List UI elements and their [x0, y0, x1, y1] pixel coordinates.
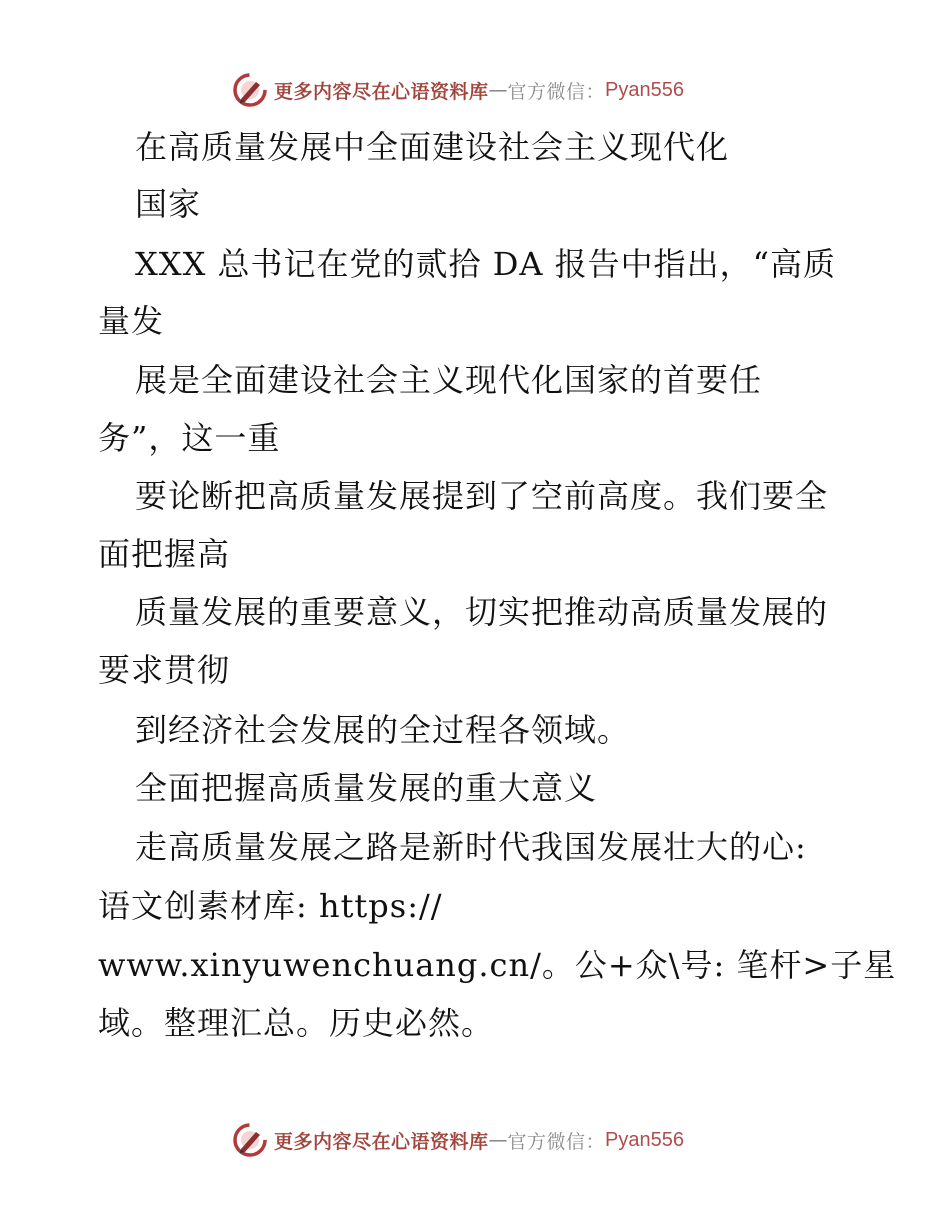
paragraph-line: 面把握高	[98, 535, 231, 573]
paragraph-line: 展是全面建设社会主义现代化国家的首要任	[135, 361, 763, 399]
title-line-1: 在高质量发展中全面建设社会主义现代化	[135, 128, 730, 166]
banner-contact-id: Pyan556	[605, 1128, 684, 1151]
paragraph-line: www.xinyuwenchuang.cn/。公+众\号: 笔杆>子星	[98, 946, 897, 984]
pen-logo-icon	[232, 1122, 268, 1158]
banner-separator: —	[488, 1129, 508, 1151]
banner-separator: —	[488, 79, 508, 101]
paragraph-line: 要求贯彻	[98, 651, 231, 689]
paragraph-line: 务”，这一重	[98, 419, 281, 457]
banner-brand-text: 更多内容尽在心语资料库	[274, 1130, 489, 1153]
banner-contact-id: Pyan556	[605, 78, 684, 101]
title-line-2: 国家	[135, 185, 202, 223]
paragraph-line: 到经济社会发展的全过程各领域。	[135, 711, 631, 749]
paragraph-line: 要论断把高质量发展提到了空前高度。我们要全	[135, 477, 829, 515]
header-banner	[232, 70, 684, 110]
pen-logo-icon	[232, 72, 268, 108]
paragraph-line: 语文创素材库: https://	[98, 887, 443, 925]
paragraph-line: 质量发展的重要意义，切实把推动高质量发展的	[135, 593, 829, 631]
section-heading: 全面把握高质量发展的重大意义	[135, 769, 598, 807]
paragraph-line: XXX 总书记在党的贰拾 DA 报告中指出，“高质	[135, 245, 836, 283]
paragraph-line: 量发	[98, 302, 165, 340]
paragraph-line: 走高质量发展之路是新时代我国发展壮大的心:	[135, 828, 807, 866]
banner-contact-label: 官方微信：	[507, 80, 606, 103]
paragraph-line: 域。整理汇总。历史必然。	[98, 1004, 495, 1042]
banner-contact-label: 官方微信：	[507, 1130, 606, 1153]
footer-banner	[232, 1120, 684, 1160]
banner-brand-text: 更多内容尽在心语资料库	[274, 80, 489, 103]
